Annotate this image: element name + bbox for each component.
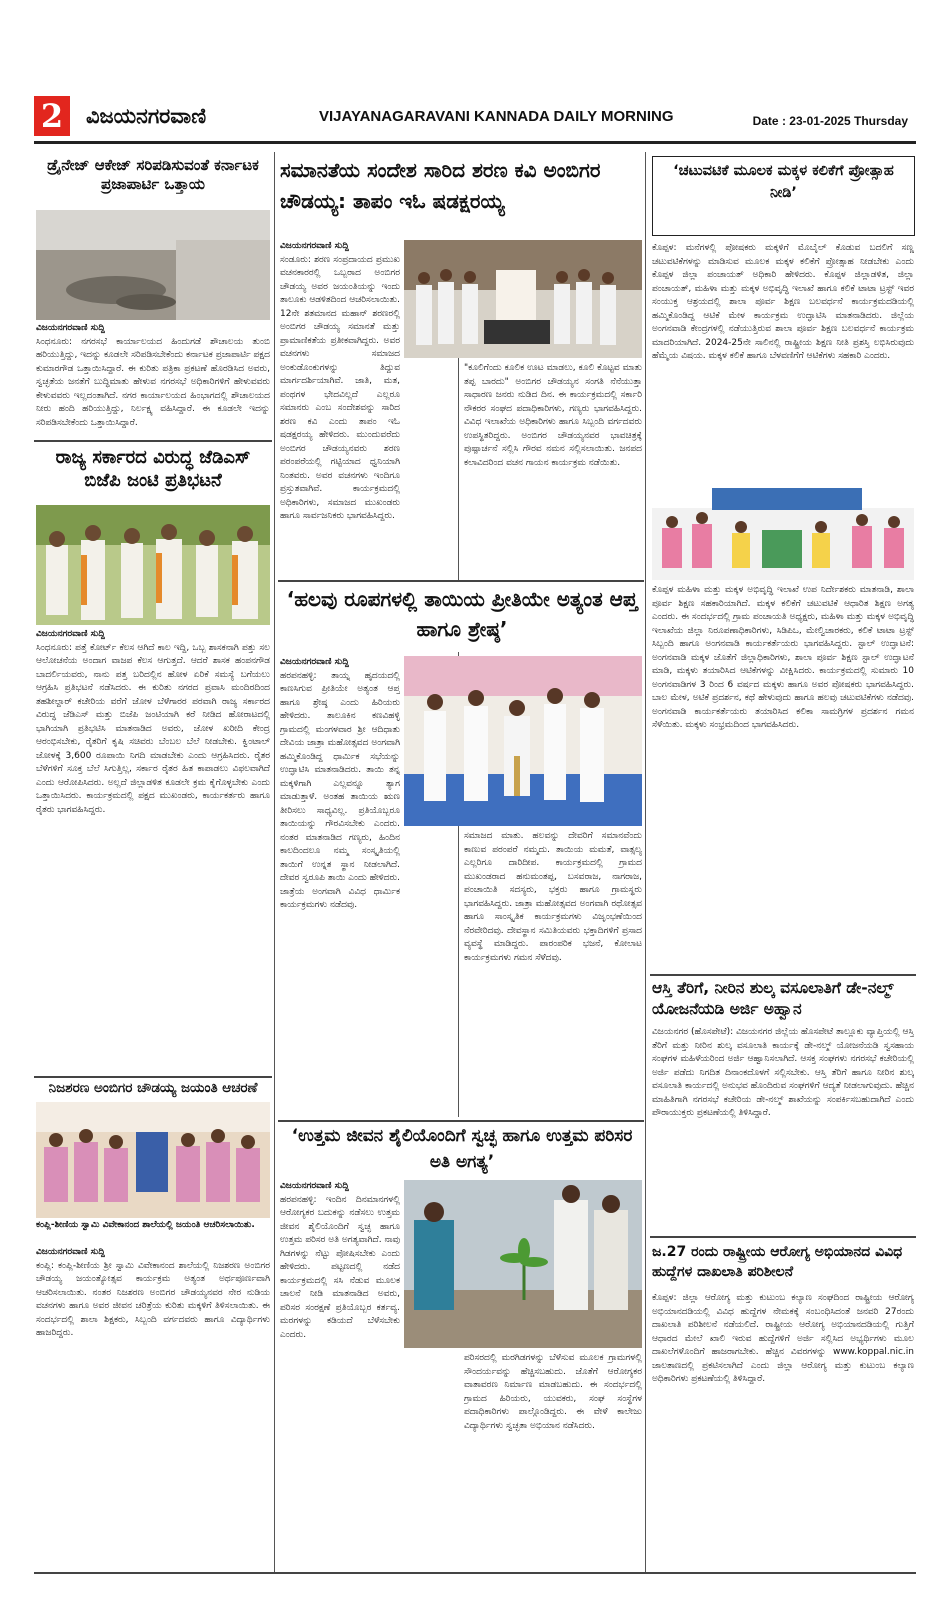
event-group-photo bbox=[404, 240, 642, 358]
toy-fair-photo bbox=[652, 478, 914, 580]
body-text: ಸಿಂಧನೂರು: ನಗರಸಭೆ ಕಾರ್ಯಾಲಯದ ಹಿಂದುಗಡೆ ಶೌಚಾಲಯ ತುಂಬಿ ಹರಿಯುತ್ತಿದ್ದು, ಇದನ್ನು ಕೂಡಲೇ ಸರಿಪಡಿಸಬೇಕೆಂದು ಕರ್ನಾಟಕ ಪ್ರಜಾಪಾರ್ಟಿ ಪಕ್ಷದ ಕುಮಾರಗೌಡ ಒತ್ತಾಯಿಸಿದ್ದಾರೆ. ಈ ಕುರಿತು ಪತ್ರಿಕಾ ಪ್ರಕಟಣೆ ಹೊರಡಿಸಿದ ಅವರು, ಸ್ವಚ್ಛತೆಯ ಜನತೆಗೆ ಬುದ್ಧಿಮಾತು ಹೇಳುವ ನಗರಸಭೆ ಅಧಿಕಾರಿಗಳಿಗೆ ಹೇಳುವವರು ಕೇಳುವವರು ಇಲ್ಲದಂತಾಗಿದೆ. ನಗರ ಕಾರ್ಯಾಲಯದ ಹಿಂಭಾಗದಲ್ಲಿ ಶೌಚಾಲಯದ ನೀರು ಹಂದಿ ಹರಿಯುತ್ತಿದ್ದು, ನಿರ್ಲಕ್ಷ್ಯ ವಹಿಸಿದ್ದಾರೆ. ಈ ಕೂಡಲೇ ಇದನ್ನು ಸರಿಪಡಿಸಬೇಕೆಂದು ಒತ್ತಾಯಿಸಿದ್ದಾರೆ. bbox=[36, 336, 270, 428]
article-body bbox=[652, 1026, 914, 1230]
headline: ‘ಉತ್ತಮ ಜೀವನ ಶೈಲಿಯೊಂದಿಗೆ ಸ್ವಚ್ಛ ಹಾಗೂ ಉತ್ತಮ ಪರಿಸರ ಅತಿ ಅಗತ್ಯ’ bbox=[291, 1126, 633, 1172]
headline: ಸಮಾನತೆಯ ಸಂದೇಶ ಸಾರಿದ ಶರಣ ಕವಿ ಅಂಬಿಗರ ಚೌಡಯ್ಯ: ತಾಪಂ ಇಓ ಷಡಕ್ಷರಯ್ಯ bbox=[280, 158, 601, 213]
tree-planting-photo bbox=[404, 1180, 642, 1348]
article-body bbox=[652, 242, 914, 474]
headline: ಆಸ್ತಿ ತೆರಿಗೆ, ನೀರಿನ ಶುಲ್ಕ ವಸೂಲಾತಿಗೆ ಡೇ-ನಲ್ಮ್ ಯೋಜನೆಯಡಿ ಅರ್ಜಿ ಅಹ್ವಾನ bbox=[652, 979, 894, 1018]
school-children-photo bbox=[36, 1102, 270, 1218]
newspaper-title-english: VIJAYANAGARAVANI KANNADA DAILY MORNING bbox=[319, 108, 674, 125]
dateline: ವಿಜಯನಗರವಾಣಿ ಸುದ್ದಿ bbox=[280, 241, 349, 251]
dateline: ವಿಜಯನಗರವಾಣಿ ಸುದ್ದಿ bbox=[36, 629, 105, 639]
dateline: ವಿಜಯನಗರವಾಣಿ ಸುದ್ದಿ bbox=[36, 323, 105, 333]
issue-date: Date : 23-01-2025 Thursday bbox=[752, 114, 908, 128]
article-body bbox=[280, 656, 400, 1116]
masthead bbox=[34, 92, 916, 144]
article-body-continued bbox=[652, 584, 914, 970]
body-text: ಕೊಪ್ಪಳ: ಮನೆಗಳಲ್ಲಿ ಪೋಷಕರು ಮಕ್ಕಳಿಗೆ ಮೊಬೈಲ್ ಕೊಡುವ ಬದಲಿಗೆ ಸಣ್ಣ ಚಟುವಟಿಕೆಗಳನ್ನು ಮಾಡಿಸುವ ಮೂಲಕ ಮಕ್ಕಳ ಕಲಿಕೆಗೆ ಪ್ರೋತ್ಸಾಹ ನೀಡಬೇಕು ಎಂದು ಕೊಪ್ಪಳ ಜಿಲ್ಲಾ ಪಂಚಾಯತ್ ಅಧಿಕಾರಿ ಹೇಳಿದರು. ಕೊಪ್ಪಳ ಜಿಲ್ಲಾಡಳಿತ, ಜಿಲ್ಲಾ ಪಂಚಾಯತ್, ಮಹಿಳಾ ಮತ್ತು ಮಕ್ಕಳ ಅಭಿವೃದ್ಧಿ ಇಲಾಖೆ ಹಾಗೂ ಕಲಿಕೆ ಟಾಟಾ ಟ್ರಸ್ಟ್ ಇವರ ಸಂಯುಕ್ತ ಆಶ್ರಯದಲ್ಲಿ ಶಾಲಾ ಪೂರ್ವ ಶಿಕ್ಷಣ ಬಲವರ್ಧನೆ ಕಾರ್ಯಕ್ರಮದಡಿಯಲ್ಲಿ ಹಮ್ಮಿಕೊಂಡಿದ್ದ ಆಟಿಕೆ ಮೇಳ ಕಾರ್ಯಕ್ರಮ ಉದ್ಘಾಟಿಸಿ ಮಾತನಾಡಿದರು. ಜಿಲ್ಲೆಯ ಅಂಗನವಾಡಿ ಕೇಂದ್ರಗಳಲ್ಲಿ ನಡೆಯುತ್ತಿರುವ ಶಾಲಾ ಪೂರ್ವ ಶಿಕ್ಷಣ ಬಲವರ್ಧನೆ ಕಾರ್ಯಕ್ರಮ ಮಾದರಿಯಾಗಿದೆ. 2024-25ನೇ ಸಾಲಿನಲ್ಲಿ ರಾಷ್ಟ್ರೀಯ ಶಿಕ್ಷಣ ನೀತಿ ಪ್ರಶಸ್ತಿ ಲಭಿಸಿರುವುದು ಹೆಮ್ಮೆಯ ವಿಷಯ. ಮಕ್ಕಳ ಕಲಿಕೆ ಹಾಗೂ ಬೆಳವಣಿಗೆಗೆ ಆಟಿಕೆಗಳು ಸಹಕಾರಿ ಎಂದರು. bbox=[652, 243, 914, 361]
headline: ‘ಹಲವು ರೂಪಗಳಲ್ಲಿ ತಾಯಿಯ ಪ್ರೀತಿಯೇ ಅತ್ಯಂತ ಆಪ್ತ ಹಾಗೂ ಶ್ರೇಷ್ಠ’ bbox=[286, 587, 638, 641]
headline: ಡ್ರೈನೇಜ್ ಆಕೇಜ್ ಸರಿಪಡಿಸುವಂತೆ ಕರ್ನಾಟಕ ಪ್ರಜಾಪಾರ್ಟಿ ಒತ್ತಾಯ bbox=[47, 156, 259, 193]
footer-rule bbox=[34, 1572, 916, 1574]
divider bbox=[650, 1236, 916, 1238]
headline: ಜ.27 ರಂದು ರಾಷ್ಟ್ರೀಯ ಆರೋಗ್ಯ ಅಭಿಯಾನದ ವಿವಿಧ ಹುದ್ದೆಗಳ ದಾಖಲಾತಿ ಪರಿಶೀಲನೆ bbox=[652, 1244, 903, 1281]
article-body bbox=[36, 628, 270, 1070]
inauguration-photo bbox=[404, 656, 642, 826]
body-text: ಕಂಪ್ಲಿ: ಕಂಪ್ಲಿ-ಶೀಣಿಯ ಶ್ರೀ ಸ್ವಾಮಿ ವಿವೇಕಾನಂದ ಶಾಲೆಯಲ್ಲಿ ನಿಜಶರಣ ಅಂಬಿಗರ ಚೌಡಯ್ಯ ಜಯಂತ್ಯೋತ್ಸವ ಕಾರ್ಯಕ್ರಮ ಅತ್ಯಂತ ಅರ್ಥಪೂರ್ಣವಾಗಿ ಆಚರಿಸಲಾಯಿತು. ನಂತರ ನಿಜಶರಣ ಅಂಬಿಗರ ಚೌಡಯ್ಯನವರ ನೇರ ನುಡಿಯ ವಚನಗಳು ಹಾಗೂ ಅವರ ಜೀವನ ಚರಿತ್ರೆಯ ಕುರಿತು ಮಕ್ಕಳಿಗೆ ತಿಳಿಸಲಾಯಿತು. ಈ ಸಂದರ್ಭದಲ್ಲಿ ಶಾಲಾ ಶಿಕ್ಷಕರು, ಸಿಬ್ಬಂದಿ ವರ್ಗದವರು ಹಾಗೂ ವಿದ್ಯಾರ್ಥಿಗಳು ಹಾಜರಿದ್ದರು. bbox=[36, 1260, 270, 1338]
body-text: ಹರಪನಹಳ್ಳಿ: ಇಂದಿನ ದಿನಮಾನಗಳಲ್ಲಿ ಆರೋಗ್ಯಕರ ಬದುಕನ್ನು ನಡೆಸಲು ಉತ್ತಮ ಜೀವನ ಶೈಲಿಯೊಂದಿಗೆ ಸ್ವಚ್ಛ ಹಾಗೂ ಉತ್ತಮ ಪರಿಸರ ಅತಿ ಅಗತ್ಯವಾಗಿದೆ. ನಾವು ಗಿಡಗಳನ್ನು ನೆಟ್ಟು ಪೋಷಿಸಬೇಕು ಎಂದು ಹೇಳಿದರು. ಪಟ್ಟಣದಲ್ಲಿ ನಡೆದ ಕಾರ್ಯಕ್ರಮದಲ್ಲಿ ಸಸಿ ನೆಡುವ ಮೂಲಕ ಚಾಲನೆ ನೀಡಿ ಮಾತನಾಡಿದ ಅವರು, ಪರಿಸರ ಸಂರಕ್ಷಣೆ ಪ್ರತಿಯೊಬ್ಬರ ಕರ್ತವ್ಯ. ಮರಗಳನ್ನು ಕಡಿಯದೆ ಬೆಳೆಸಬೇಕು ಎಂದರು. bbox=[280, 1194, 400, 1340]
article-body-continued bbox=[464, 362, 642, 575]
dateline: ವಿಜಯನಗರವಾಣಿ ಸುದ್ದಿ bbox=[280, 657, 349, 667]
divider bbox=[278, 1120, 644, 1122]
body-text-2: "ಕೂಲಿಗೆಂದು ಕೂಲಿಕ ಊಟ ಮಾಡಲು, ಕೂಲಿ ಕೊಟ್ಟವ ಮಾತು ತಪ್ಪ ಬಾರದು" ಅಂಬಿಗರ ಚೌಡಯ್ಯನ ಸಂಗತಿ ನೆನೆಯುತ್ತಾ ಸಾಧಾರಣ ಜನರು ನುಡಿದ ದಿನ. ಈ ಕಾರ್ಯಕ್ರಮದಲ್ಲಿ ಸರ್ಕಾರಿ ನೌಕರರ ಸಂಘದ ಪದಾಧಿಕಾರಿಗಳು, ಗಣ್ಯರು ಭಾಗವಹಿಸಿದ್ದರು. ವಿವಿಧ ಇಲಾಖೆಯ ಅಧಿಕಾರಿಗಳು ಹಾಗೂ ಸಿಬ್ಬಂದಿ ವರ್ಗದವರು ಉಪಸ್ಥಿತರಿದ್ದರು. ಅಂಬಿಗರ ಚೌಡಯ್ಯನವರ ಭಾವಚಿತ್ರಕ್ಕೆ ಪುಷ್ಪಾರ್ಚನೆ ಸಲ್ಲಿಸಿ ಗೌರವ ನಮನ ಸಲ್ಲಿಸಲಾಯಿತು. ಜನಪದ ಕಲಾವಿದರಿಂದ ವಚನ ಗಾಯನ ಕಾರ್ಯಕ್ರಮ ನಡೆಯಿತು. bbox=[464, 363, 642, 468]
column-rule bbox=[274, 152, 275, 1572]
protest-photo bbox=[36, 505, 270, 625]
body-text: ಸಂಡೂರು: ಶರಣ ಸಂಪ್ರದಾಯದ ಪ್ರಮುಖ ವಚನಕಾರರಲ್ಲಿ ಒಬ್ಬರಾದ ಅಂಬಿಗರ ಚೌಡಯ್ಯ ಅವರ ಜಯಂತಿಯನ್ನು ಇಂದು ತಾಲೂಕು ಆಡಳಿತದಿಂದ ಆಚರಿಸಲಾಯಿತು. 12ನೇ ಶತಮಾನದ ಮಹಾನ್ ಶರಣರಲ್ಲಿ ಅಂಬಿಗರ ಚೌಡಯ್ಯ ಸಮಾನತೆ ಮತ್ತು ಪ್ರಾಮಾಣಿಕತೆಯ ಪ್ರತೀಕವಾಗಿದ್ದರು. ಅವರ ವಚನಗಳು ಸಮಾಜದ ಅಂಕುಡೊಂಕುಗಳನ್ನು ತಿದ್ದುವ ಮಾರ್ಗದರ್ಶಿಯಾಗಿವೆ. ಜಾತಿ, ಮತ, ಪಂಥಗಳ ಭೇದವಿಲ್ಲದೆ ಎಲ್ಲರೂ ಸಮಾನರು ಎಂಬ ಸಂದೇಶವನ್ನು ಸಾರಿದ ಶರಣ ಕವಿ ಎಂದು ತಾಪಂ ಇಓ ಷಡಕ್ಷರಯ್ಯ ಹೇಳಿದರು. ಮುಂದುವರೆದು ಅಂಬಿಗರ ಚೌಡಯ್ಯನವರು ಶರಣ ಪರಂಪರೆಯಲ್ಲಿ ಗಟ್ಟಿಯಾದ ಧ್ವನಿಯಾಗಿ ನಿಂತವರು. ಅವರ ವಚನಗಳು ಇಂದಿಗೂ ಪ್ರಸ್ತುತವಾಗಿವೆ. ಕಾರ್ಯಕ್ರಮದಲ್ಲಿ ಅಧಿಕಾರಿಗಳು, ಸಮಾಜದ ಮುಖಂಡರು ಹಾಗೂ ಸಾರ್ವಜನಿಕರು ಭಾಗವಹಿಸಿದ್ದರು. bbox=[280, 254, 400, 521]
body-text-2: ಪರಿಸರದಲ್ಲಿ ಮರಗಿಡಗಳನ್ನು ಬೆಳೆಸುವ ಮೂಲಕ ಗ್ರಾಮಗಳಲ್ಲಿ ಸೌಂದರ್ಯವನ್ನು ಹೆಚ್ಚಿಸಬಹುದು. ಜೊತೆಗೆ ಆರೋಗ್ಯಕರ ವಾತಾವರಣ ನಿರ್ಮಾಣ ಮಾಡಬಹುದು. ಈ ಸಂದರ್ಭದಲ್ಲಿ ಗ್ರಾಮದ ಹಿರಿಯರು, ಯುವಕರು, ಸಂಘ ಸಂಸ್ಥೆಗಳ ಪದಾಧಿಕಾರಿಗಳು ಪಾಲ್ಗೊಂಡಿದ್ದರು. ಈ ವೇಳೆ ಕಾಲೇಜು ವಿದ್ಯಾರ್ಥಿಗಳು ಸ್ವಚ್ಛತಾ ಅಭಿಯಾನ ನಡೆಸಿದರು. bbox=[464, 1353, 642, 1431]
body-text-2: ಸಮಾಜದ ಮಾತು. ಹಲವನ್ನು ದೇವರಿಗೆ ಸಮಾನವೆಂದು ಕಾಣುವ ಪರಂಪರೆ ನಮ್ಮದು. ತಾಯಿಯ ಮಮತೆ, ವಾತ್ಸಲ್ಯ ಎಲ್ಲರಿಗೂ ದಾರಿದೀಪ. ಕಾರ್ಯಕ್ರಮದಲ್ಲಿ ಗ್ರಾಮದ ಮುಖಂಡರಾದ ಹನುಮಂತಪ್ಪ, ಬಸವರಾಜ, ನಾಗರಾಜ, ಪಂಚಾಯಿತಿ ಸದಸ್ಯರು, ಭಕ್ತರು ಹಾಗೂ ಗ್ರಾಮಸ್ಥರು ಭಾಗವಹಿಸಿದ್ದರು. ಜಾತ್ರಾ ಮಹೋತ್ಸವದ ಅಂಗವಾಗಿ ರಥೋತ್ಸವ ಹಾಗೂ ಸಾಂಸ್ಕೃತಿಕ ಕಾರ್ಯಕ್ರಮಗಳು ವಿಜೃಂಭಣೆಯಿಂದ ನೆರವೇರಿದವು. ದೇವಸ್ಥಾನ ಸಮಿತಿಯವರು ಭಕ್ತಾದಿಗಳಿಗೆ ಪ್ರಸಾದ ವ್ಯವಸ್ಥೆ ಮಾಡಿದ್ದರು. ಪಾರಂಪರಿಕ ಭಜನೆ, ಕೋಲಾಟ ಕಾರ್ಯಕ್ರಮಗಳು ಗಮನ ಸೆಳೆದವು. bbox=[464, 831, 642, 963]
article-body-continued bbox=[464, 1352, 642, 1566]
divider bbox=[34, 1076, 272, 1078]
article-body bbox=[652, 1292, 914, 1566]
body-text: ಕೊಪ್ಪಳ: ಜಿಲ್ಲಾ ಆರೋಗ್ಯ ಮತ್ತು ಕುಟುಂಬ ಕಲ್ಯಾಣ ಸಂಘದಿಂದ ರಾಷ್ಟ್ರೀಯ ಆರೋಗ್ಯ ಅಭಿಯಾನದಡಿಯಲ್ಲಿ ವಿವಿಧ ಹುದ್ದೆಗಳ ನೇಮಕಕ್ಕೆ ಸಂಬಂಧಿಸಿದಂತೆ ಜನವರಿ 27ರಂದು ದಾಖಲಾತಿ ಪರಿಶೀಲನೆ ನಡೆಯಲಿದೆ. ರಾಷ್ಟ್ರೀಯ ಆರೋಗ್ಯ ಅಭಿಯಾನದಡಿಯಲ್ಲಿ ಗುತ್ತಿಗೆ ಆಧಾರದ ಮೇಲೆ ಖಾಲಿ ಇರುವ ಹುದ್ದೆಗಳಿಗೆ ಅರ್ಜಿ ಸಲ್ಲಿಸಿದ ಅಭ್ಯರ್ಥಿಗಳು ಮೂಲ ದಾಖಲೆಗಳೊಂದಿಗೆ ಹಾಜರಾಗಬೇಕು. ಹೆಚ್ಚಿನ ವಿವರಗಳನ್ನು www.koppal.nic.in ಜಾಲತಾಣದಲ್ಲಿ ಪ್ರಕಟಿಸಲಾಗಿದೆ ಎಂದು ಜಿಲ್ಲಾ ಆರೋಗ್ಯ ಮತ್ತು ಕುಟುಂಬ ಕಲ್ಯಾಣ ಅಧಿಕಾರಿಗಳು ಪ್ರಕಟಣೆಯಲ್ಲಿ ತಿಳಿಸಿದ್ದಾರೆ. bbox=[652, 1293, 914, 1384]
headline: ನಿಜಶರಣ ಅಂಬಿಗರ ಚೌಡಯ್ಯ ಜಯಂತಿ ಆಚರಣೆ bbox=[48, 1080, 258, 1096]
drainage-photo bbox=[36, 210, 270, 320]
body-text: ಸಿಂಧನೂರು: ಪತ್ತೆ ಕೋರ್ಟ್ ಕೆಲಸ ಆಗಿದೆ ಕಾಲ ಇದ್ದಿ, ಒಬ್ಬ ಶಾಸಕನಾಗಿ ಪತ್ತು ಸಲ ಆಲೋಚನೆಯ ಅಂದಾಗ ವಾಜಪ ಕೆಲಸ ಆಗುತ್ತದೆ. ಆದರೆ ಶಾಸಕ ಹಂಪನಗೌಡ ಬಾದರ್ಲಿಯವರು, ನಾನು ಪತ್ತ ಬರಿದಲ್ಲಿನ ಹೋಳ ಏರಿಕೆ ಸಮಸ್ಯೆ ಬಗೆಯಲು ಆಗ್ರಹಿಸಿ ಪ್ರತಿಭಟನೆ ನಡೆಸಿದರು. ಈ ಕುರಿತು ನಗರದ ಪ್ರವಾಸಿ ಮಂದಿರದಿಂದ ತಹಶೀಲ್ದಾರ್ ಕಚೇರಿಯ ವರೆಗೆ ಜೋಳ ಬೆಳೆಗಾರರ ಪರವಾಗಿ ರಾಜ್ಯ ಸರ್ಕಾರದ ವಿರುದ್ಧ ಜೆಡಿಎಸ್ ಮತ್ತು ಬಿಜೆಪಿ ಜಂಟಿಯಾಗಿ ಕರೆ ನೀಡಿದ ಹೋರಾಟದಲ್ಲಿ ಭಾಗಿಯಾಗಿ ಪ್ರತಿಭಟಿಸಿ ಮಾತನಾಡಿದ ಅವರು, ಜೋಳ ಖರೀದಿ ಕೇಂದ್ರ ಆರಂಭಿಸಬೇಕು, ರೈತರಿಗೆ ಕೃಷಿ ಸಚಿವರು ಬೆಂಬಲ ಬೆಲೆ ನೀಡಬೇಕು. ಕ್ವಿಂಟಾಲ್ ಜೋಳಕ್ಕೆ 3,600 ರೂಪಾಯಿ ನಿಗದಿ ಮಾಡಬೇಕು ಎಂದು ಆಗ್ರಹಿಸಿದರು. ರೈತರ ಬೆಳೆಗಳಿಗೆ ಸೂಕ್ತ ಬೆಲೆ ಸಿಗುತ್ತಿಲ್ಲ, ಸರ್ಕಾರ ರೈತರ ಹಿತ ಕಾಪಾಡಲು ವಿಫಲವಾಗಿದೆ ಎಂದು ಆರೋಪಿಸಿದರು. ಅಲ್ಲದೆ ಜಿಲ್ಲಾಡಳಿತ ಕೂಡಲೇ ಕ್ರಮ ಕೈಗೊಳ್ಳಬೇಕು ಎಂದು ಒತ್ತಾಯಿಸಿದರು. ಕಾರ್ಯಕ್ರಮದಲ್ಲಿ ಪಕ್ಷದ ಮುಖಂಡರು, ಕಾರ್ಯಕರ್ತರು ಹಾಗೂ ರೈತರು ಭಾಗವಹಿಸಿದ್ದರು. bbox=[36, 642, 270, 815]
article-body bbox=[280, 240, 400, 575]
article-body bbox=[36, 1246, 270, 1566]
divider bbox=[278, 580, 644, 582]
article-body-continued bbox=[464, 830, 642, 1116]
page-number: 2 bbox=[34, 96, 70, 136]
column-rule bbox=[645, 152, 646, 1572]
newspaper-title-kannada: ವಿಜಯನಗರವಾಣಿ bbox=[86, 104, 207, 128]
divider bbox=[34, 440, 272, 442]
body-text: ವಿಜಯನಗರ (ಹೊಸಪೇಟೆ): ವಿಜಯನಗರ ಜಿಲ್ಲೆಯ ಹೊಸಪೇಟೆ ತಾಲ್ಲೂಕು ವ್ಯಾಪ್ತಿಯಲ್ಲಿ ಆಸ್ತಿ ತೆರಿಗೆ ಮತ್ತು ನೀರಿನ ಶುಲ್ಕ ವಸೂಲಾತಿ ಕಾರ್ಯಕ್ಕೆ ಡೇ-ನಲ್ಮ್ ಯೋಜನೆಯಡಿ ಸ್ವಸಹಾಯ ಸಂಘಗಳ ಮಹಿಳೆಯರಿಂದ ಅರ್ಜಿ ಆಹ್ವಾನಿಸಲಾಗಿದೆ. ಆಸಕ್ತ ಸಂಘಗಳು ನಗರಸಭೆ ಕಚೇರಿಯಲ್ಲಿ ಅರ್ಜಿ ಪಡೆದು ನಿಗದಿತ ದಿನಾಂಕದೊಳಗೆ ಸಲ್ಲಿಸಬೇಕು. ಆಸ್ತಿ ತೆರಿಗೆ ಹಾಗೂ ನೀರಿನ ಶುಲ್ಕ ವಸೂಲಾತಿ ಕಾರ್ಯದಲ್ಲಿ ಅನುಭವ ಹೊಂದಿರುವ ಸಂಘಗಳಿಗೆ ಆದ್ಯತೆ ನೀಡಲಾಗುವುದು. ಹೆಚ್ಚಿನ ಮಾಹಿತಿಗಾಗಿ ನಗರಸಭೆ ಕಚೇರಿಯ ಡೇ-ನಲ್ಮ್ ಶಾಖೆಯನ್ನು ಸಂಪರ್ಕಿಸಬಹುದಾಗಿದೆ ಎಂದು ಪೌರಾಯುಕ್ತರು ಪ್ರಕಟಣೆಯಲ್ಲಿ ತಿಳಿಸಿದ್ದಾರೆ. bbox=[652, 1027, 914, 1118]
dateline: ವಿಜಯನಗರವಾಣಿ ಸುದ್ದಿ bbox=[36, 1247, 105, 1257]
photo-caption: ಕಂಪ್ಲಿ-ಶೀಣಿಯ ಸ್ವಾಮಿ ವಿವೇಕಾನಂದ ಶಾಲೆಯಲ್ಲಿ ಜಯಂತಿ ಆಚರಿಸಲಾಯಿತು. bbox=[36, 1220, 255, 1230]
body-text-2: ಕೊಪ್ಪಳ ಮಹಿಳಾ ಮತ್ತು ಮಕ್ಕಳ ಅಭಿವೃದ್ಧಿ ಇಲಾಖೆ ಉಪ ನಿರ್ದೇಶಕರು ಮಾತನಾಡಿ, ಶಾಲಾ ಪೂರ್ವ ಶಿಕ್ಷಣ ಸಹಕಾರಿಯಾಗಿದೆ. ಮಕ್ಕಳ ಕಲಿಕೆಗೆ ಚಟುವಟಿಕೆ ಆಧಾರಿತ ಶಿಕ್ಷಣ ಅಗತ್ಯ ಎಂದರು. ಈ ಸಂದರ್ಭದಲ್ಲಿ ಗ್ರಾಮ ಪಂಚಾಯತಿ ಅಧ್ಯಕ್ಷರು, ಮಹಿಳಾ ಮತ್ತು ಮಕ್ಕಳ ಅಭಿವೃದ್ಧಿ ಇಲಾಖೆಯ ಜಿಲ್ಲಾ ನಿರೂಪಣಾಧಿಕಾರಿಗಳು, ಸಿಡಿಪಿಒ, ಮೇಲ್ವಿಚಾರಕರು, ಕಲಿಕೆ ಟಾಟಾ ಟ್ರಸ್ಟ್ ಸಿಬ್ಬಂದಿ ಹಾಗೂ ಅಂಗನವಾಡಿ ಕಾರ್ಯಕರ್ತೆಯರು ಭಾಗವಹಿಸಿದ್ದರು. ಸ್ಟಾಲ್ ಉದ್ಘಾಟನೆ: ಅಂಗನವಾಡಿ ಮಕ್ಕಳ ಜೊತೆಗೆ ಜಿಲ್ಲಾಧಿಕಾರಿಗಳು, ಶಾಲಾ ಪೂರ್ವ ಶಿಕ್ಷಣ ಸ್ಟಾಲ್ ಉದ್ಘಾಟನೆ ಮಾಡಿ, ಮಕ್ಕಳು ತಯಾರಿಸಿದ ಆಟಿಕೆಗಳನ್ನು ವೀಕ್ಷಿಸಿದರು. ಕಾರ್ಯಕ್ರಮದಲ್ಲಿ ಸುಮಾರು 10 ಅಂಗನವಾಡಿಗಳ 3 ರಿಂದ 6 ವರ್ಷದ ಮಕ್ಕಳು ಹಾಗೂ ಅವರ ಪೋಷಕರು ಭಾಗವಹಿಸಿದ್ದರು. ಬಾಲ ಮೇಳ, ಅಟಿಕೆ ಪ್ರದರ್ಶನ, ಕಥೆ ಹೇಳುವುದು ಹಾಗೂ ಹಲವು ಚಟುವಟಿಕೆಗಳು ನಡೆದವು. ಅಂಗನವಾಡಿ ಕಾರ್ಯಕರ್ತೆಯರು ತಯಾರಿಸಿದ ಕಲಿಕಾ ಸಾಮಗ್ರಿಗಳ ಪ್ರದರ್ಶನ ಗಮನ ಸೆಳೆಯಿತು. ಮಕ್ಕಳು ಸಂಭ್ರಮದಿಂದ ಭಾಗವಹಿಸಿದರು. bbox=[652, 585, 914, 730]
article-body bbox=[36, 322, 270, 436]
headline: ‘ಚಟುವಟಿಕೆ ಮೂಲಕ ಮಕ್ಕಳ ಕಲಿಕೆಗೆ ಪ್ರೋತ್ಸಾಹ ನೀಡಿ’ bbox=[652, 156, 915, 236]
article-body bbox=[280, 1180, 400, 1566]
divider bbox=[650, 974, 916, 976]
headline: ರಾಜ್ಯ ಸರ್ಕಾರದ ವಿರುದ್ಧ ಜೆಡಿಎಸ್ ಬಿಜೆಪಿ ಜಂಟಿ ಪ್ರತಿಭಟನೆ bbox=[55, 447, 251, 492]
dateline: ವಿಜಯನಗರವಾಣಿ ಸುದ್ದಿ bbox=[280, 1181, 349, 1191]
body-text: ಹರಪನಹಳ್ಳಿ: ತಾಯ್ನ ಹೃದಯದಲ್ಲಿ ಕಾಣಸಿಗುವ ಪ್ರೀತಿಯೇ ಅತ್ಯಂತ ಆಪ್ತ ಹಾಗೂ ಶ್ರೇಷ್ಠ ಎಂದು ಹಿರಿಯರು ಹೇಳಿದರು. ತಾಲೂಕಿನ ಕಣವಿಹಳ್ಳಿ ಗ್ರಾಮದಲ್ಲಿ ಮಂಗಳವಾರ ಶ್ರೀ ಆದಿಧಾತು ದೇವಿಯ ಜಾತ್ರಾ ಮಹೋತ್ಸವದ ಅಂಗವಾಗಿ ಹಮ್ಮಿಕೊಂಡಿದ್ದ ಧಾರ್ಮಿಕ ಸಭೆಯನ್ನು ಉದ್ಘಾಟಿಸಿ ಮಾತನಾಡಿದರು. ತಾಯಿ ತನ್ನ ಮಕ್ಕಳಿಗಾಗಿ ಎಲ್ಲವನ್ನೂ ತ್ಯಾಗ ಮಾಡುತ್ತಾಳೆ. ಅಂತಹ ತಾಯಿಯ ಋಣ ತೀರಿಸಲು ಸಾಧ್ಯವಿಲ್ಲ. ಪ್ರತಿಯೊಬ್ಬರೂ ತಾಯಿಯನ್ನು ಗೌರವಿಸಬೇಕು ಎಂದರು. ನಂತರ ಮಾತನಾಡಿದ ಗಣ್ಯರು, ಹಿಂದಿನ ಕಾಲದಿಂದಲೂ ನಮ್ಮ ಸಂಸ್ಕೃತಿಯಲ್ಲಿ ತಾಯಿಗೆ ಉನ್ನತ ಸ್ಥಾನ ನೀಡಲಾಗಿದೆ. ದೇವರ ಸ್ವರೂಪಿ ತಾಯಿ ಎಂದು ಹೇಳಿದರು. ಜಾತ್ರೆಯ ಅಂಗವಾಗಿ ವಿವಿಧ ಧಾರ್ಮಿಕ ಕಾರ್ಯಕ್ರಮಗಳು ನಡೆದವು. bbox=[280, 670, 400, 910]
